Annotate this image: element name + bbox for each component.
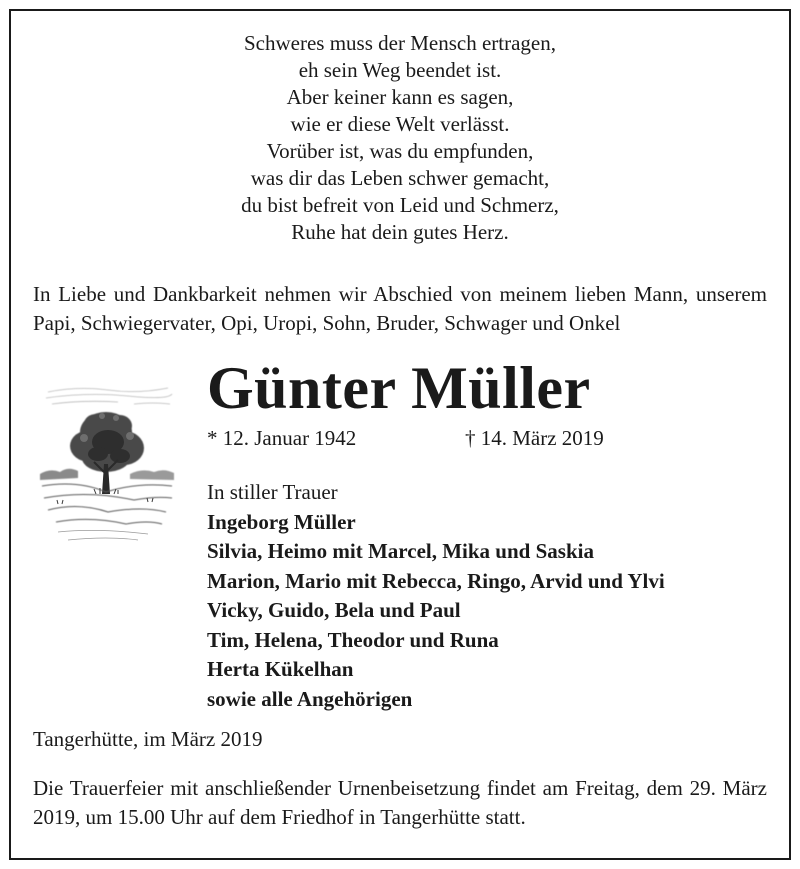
mourners-list: [207, 478, 665, 714]
poem-line: eh sein Weg beendet ist.: [298, 58, 502, 82]
mourner-name: Silvia, Heimo mit Marcel, Mika und Saskia: [207, 539, 594, 563]
poem-line: wie er diese Welt verlässt.: [290, 112, 510, 136]
farewell-intro: In Liebe und Dankbarkeit nehmen wir Abschied von meinem lieben Mann, unserem Papi, Schwiegervater, Opi, Uropi, Sohn, Bruder, Schwager und Onkel: [33, 282, 767, 335]
poem-line: was dir das Leben schwer gemacht,: [250, 166, 550, 190]
mourner-name: Tim, Helena, Theodor und Runa: [207, 627, 499, 652]
place-and-date: Tangerhütte, im März 2019: [33, 727, 263, 751]
poem-line: Ruhe hat dein gutes Herz.: [291, 220, 509, 244]
birth-date: * 12. Januar 1942: [207, 426, 357, 450]
poem-line: Vorüber ist, was du empfunden,: [266, 139, 534, 163]
mourner-name: sowie alle Angehörigen: [207, 686, 413, 711]
tree-landscape-icon: [38, 382, 176, 547]
poem-line: du bist befreit von Leid und Schmerz,: [241, 193, 559, 217]
mourner-name: Ingeborg Müller: [207, 509, 356, 534]
mourners-intro: In stiller Trauer: [207, 480, 338, 504]
mourner-name: Vicky, Guido, Bela und Paul: [207, 598, 461, 622]
deceased-name: Günter Müller: [207, 355, 591, 421]
mourner-name: Herta Kükelhan: [207, 657, 354, 681]
death-date: † 14. März 2019: [465, 426, 604, 450]
poem-line: Schweres muss der Mensch ertragen,: [244, 31, 556, 55]
mourner-name: Marion, Mario mit Rebecca, Ringo, Arvid und Ylvi: [207, 568, 665, 593]
poem: [0, 30, 800, 246]
poem-line: Aber keiner kann es sagen,: [286, 85, 514, 109]
funeral-notice: Die Trauerfeier mit anschließender Urnenbeisetzung findet am Freitag, dem 29. März 2019, um 15.00 Uhr auf dem Friedhof in Tangerhütte statt.: [33, 776, 767, 829]
